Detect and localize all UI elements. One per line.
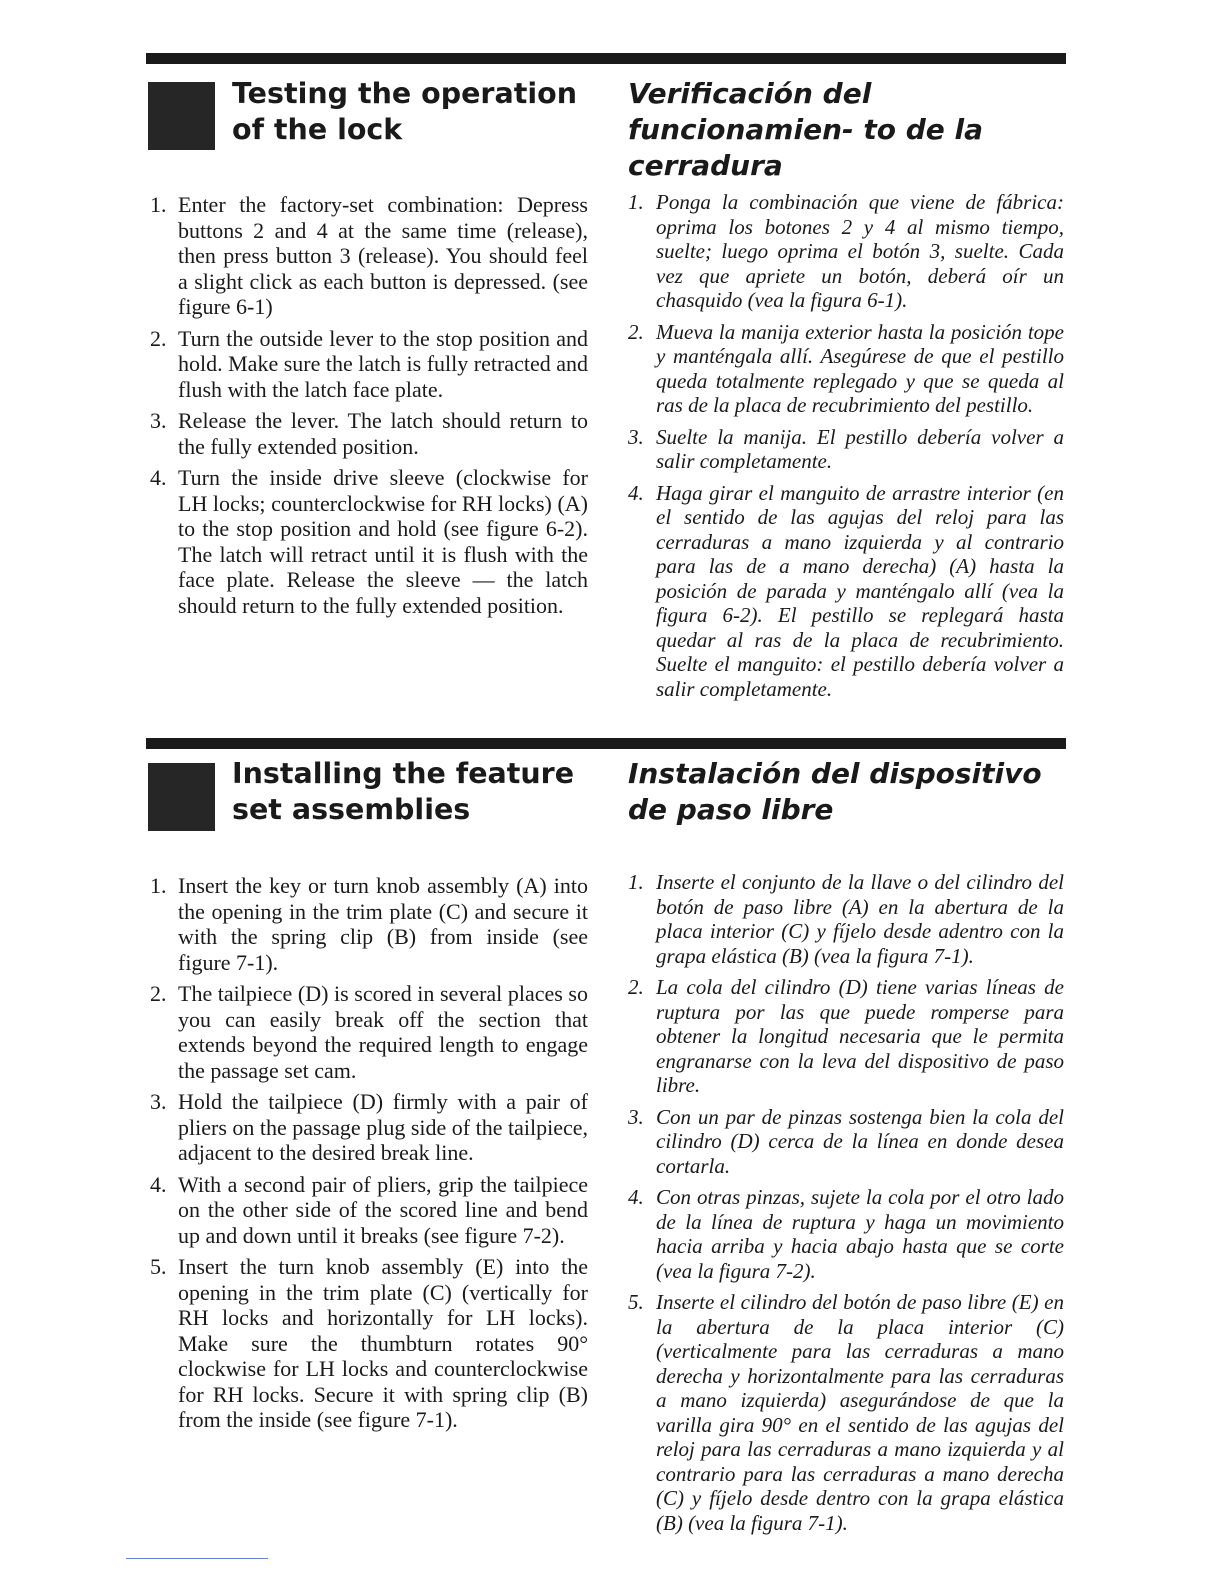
step-text: Inserte el cilindro del botón de paso libre (E) en la abertura de la placa interior (C) (verticalmente para las cerraduras a mano derecha y horizontalmente para las cerraduras a mano izquierda) asegurándose de que la varilla gira 90° en el sentido de las agujas del reloj para las cerraduras a mano izquierda y al contrario para las cerraduras a mano derecha (C) y fíjelo desde dentro con la grapa elástica (B) (vea la figura 7-1). <box>656 1290 1064 1535</box>
section-1-title-en: Testing the operation of the lock <box>232 77 577 146</box>
section-1-rule <box>146 53 1066 64</box>
section-1-marker <box>148 82 215 150</box>
step-text: Con otras pinzas, sujete la cola por el otro lado de la línea de ruptura y haga un movimiento hacia arriba y hacia abajo hasta que se corte (vea la figura 7-2). <box>656 1185 1064 1283</box>
section-1-steps-en <box>148 192 588 624</box>
step-number: 2. <box>150 981 167 1006</box>
step-number: 5. <box>150 1254 167 1279</box>
step-number: 4. <box>150 465 167 490</box>
step-number: 1. <box>150 873 167 898</box>
step-text: Inserte el conjunto de la llave o del cilindro del botón de paso libre (A) en la abertura de la placa interior (C) y fíjelo desde adentro con la grapa elástica (B) (vea la figura 7-1). <box>656 870 1064 968</box>
step-text: Ponga la combinación que viene de fábrica: oprima los botones 2 y 4 al mismo tiempo, suelte; luego oprima el botón 3, suelte. Cada vez que apriete un botón, deberá oír un chasquido (vea la figura 6-1). <box>656 190 1064 312</box>
step-number: 4. <box>150 1171 167 1197</box>
step-number: 4. <box>628 480 644 505</box>
list-item <box>626 1105 1064 1179</box>
list-item <box>148 465 588 618</box>
list-item <box>148 1089 588 1166</box>
step-text: With a second pair of pliers, grip the tailpiece on the other side of the scored line and bend up and down until it breaks (see figure 7-2). <box>178 1171 588 1248</box>
step-number: 3. <box>628 1104 644 1129</box>
step-number: 4. <box>628 1185 644 1209</box>
list-item <box>626 1290 1064 1535</box>
step-text: Turn the inside drive sleeve (clockwise for LH locks; counterclockwise for RH locks) (A) to the stop position and hold (see figure 6-2). The latch will retract until it is flush with the face plate. Release the sleeve — the latch should return to the fully extended position. <box>178 465 588 618</box>
step-text: La cola del cilindro (D) tiene varias líneas de ruptura por las que puede romperse para obtener la longitud necesaria que le permita engranarse con la leva del dispositivo de paso libre. <box>656 975 1064 1097</box>
list-item <box>626 1185 1064 1283</box>
step-text: Mueva la manija exterior hasta la posición tope y manténgala allí. Asegúrese de que el pestillo queda totalmente replegado y que se queda al ras de la placa de recubrimiento del pestillo. <box>656 319 1064 417</box>
list-item <box>148 326 588 403</box>
step-text: Con un par de pinzas sostenga bien la cola del cilindro (D) cerca de la línea en donde desea cortarla. <box>656 1104 1064 1178</box>
list-item <box>148 1172 588 1249</box>
step-text: Suelte la manija. El pestillo debería volver a salir completamente. <box>656 424 1064 473</box>
step-number: 1. <box>628 190 644 214</box>
list-item <box>148 1254 588 1433</box>
step-number: 3. <box>150 408 167 433</box>
step-text: Turn the outside lever to the stop position and hold. Make sure the latch is fully retracted and flush with the latch face plate. <box>178 325 588 402</box>
step-text: Hold the tailpiece (D) firmly with a pair of pliers on the passage plug side of the tailpiece, adjacent to the desired break line. <box>178 1089 588 1165</box>
list-item <box>626 481 1064 702</box>
step-number: 5. <box>628 1290 644 1314</box>
section-2-rule <box>146 738 1066 749</box>
step-text: Insert the key or turn knob assembly (A) into the opening in the trim plate (C) and secure it with the spring clip (B) from inside (see figure 7-1). <box>178 873 588 975</box>
footer-line <box>126 1558 268 1559</box>
step-number: 3. <box>150 1089 167 1114</box>
step-text: Insert the turn knob assembly (E) into the opening in the trim plate (C) (vertically for RH locks and horizontally for LH locks). Make sure the thumbturn rotates 90° clockwise for LH locks and counterclockwise for RH locks. Secure it with spring clip (B) from the inside (see figure 7-1). <box>178 1254 588 1432</box>
list-item <box>626 190 1064 313</box>
list-item <box>626 870 1064 968</box>
step-text: The tailpiece (D) is scored in several places so you can easily break off the section that extends beyond the required length to engage the passage set cam. <box>178 981 588 1083</box>
section-2-steps-es <box>626 870 1064 1542</box>
list-item <box>148 192 588 320</box>
step-number: 1. <box>628 870 644 894</box>
step-number: 2. <box>628 975 644 999</box>
list-item <box>626 320 1064 418</box>
list-item <box>626 425 1064 474</box>
step-text: Enter the factory-set combination: Depress buttons 2 and 4 at the same time (release), then press button 3 (release). You should feel a slight click as each button is depressed. (see figure 6-1) <box>178 192 588 319</box>
section-2-marker <box>148 763 215 831</box>
step-number: 3. <box>628 424 644 449</box>
list-item <box>626 975 1064 1098</box>
section-1-steps-es <box>626 190 1064 708</box>
step-number: 2. <box>150 325 167 351</box>
section-2-title-es: Instalación del dispositivo de paso libre <box>628 757 1042 826</box>
list-item <box>148 981 588 1083</box>
step-number: 2. <box>628 319 644 344</box>
list-item <box>148 873 588 975</box>
section-1-title-es: Verificación del funcionamien- to de la cerradura <box>628 77 984 182</box>
step-text: Haga girar el manguito de arrastre interior (en el sentido de las agujas del reloj para las cerraduras a mano izquierda y al contrario para las de a mano derecha) (A) hasta la posición de parada y manténgalo allí (vea la figura 6-2). El pestillo se replegará hasta quedar al ras de la placa de recubrimiento. Suelte el manguito: el pestillo debería volver a salir completamente. <box>656 480 1064 701</box>
section-2-steps-en <box>148 873 588 1439</box>
section-2-title-en: Installing the feature set assemblies <box>232 757 575 826</box>
list-item <box>148 408 588 459</box>
step-number: 1. <box>150 192 167 217</box>
step-text: Release the lever. The latch should return to the fully extended position. <box>178 408 588 459</box>
